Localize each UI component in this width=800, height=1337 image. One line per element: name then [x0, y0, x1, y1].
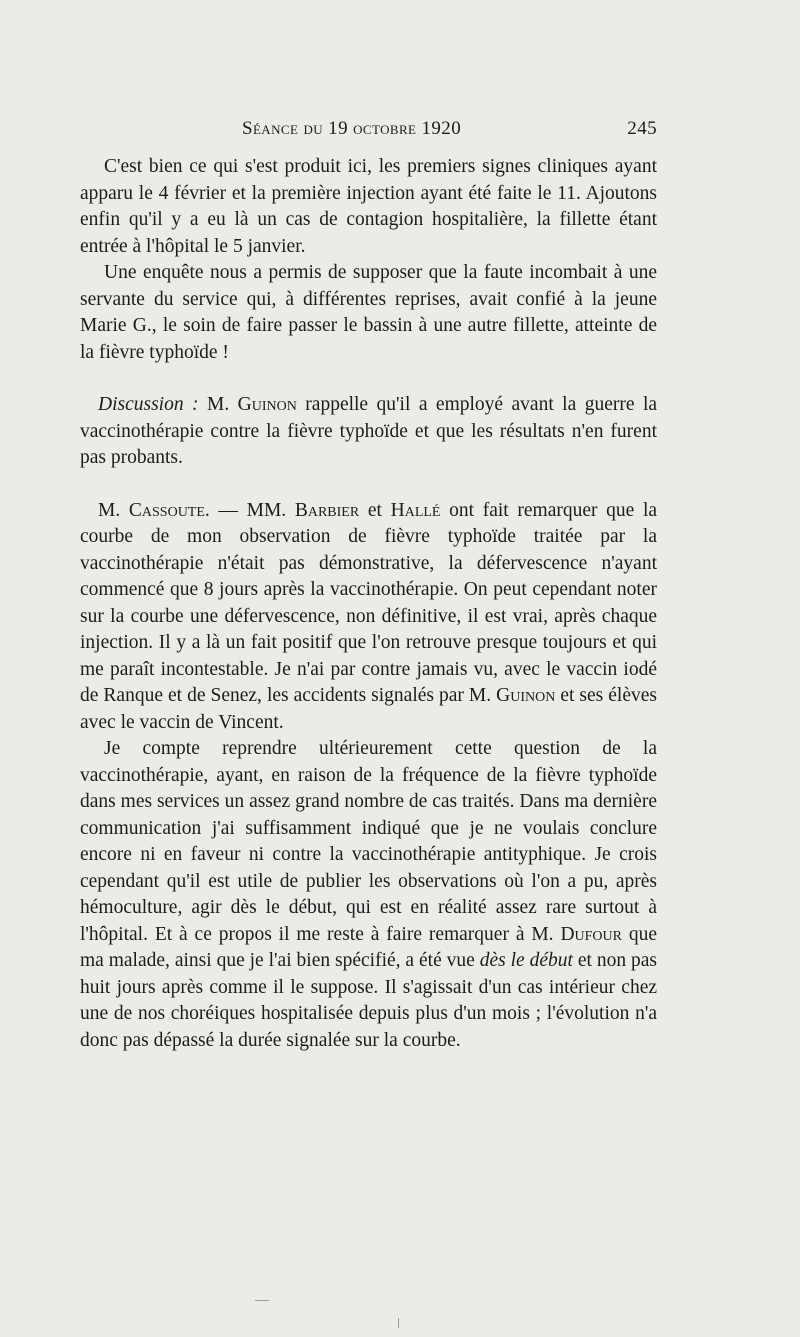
p5-text-a: Je compte reprendre ultérieurement cette question de la vaccinothérapie, ayant, en raison de la fréquence de la fièvre typhoïde dans mes services un assez grand nombre de cas traités. Dans ma dernière communication j'ai suffisamment indiqué que je ne voulais conclure encore ni en faveur ni contre la vaccinothérapie antityphique. Je crois cependant qu'il est utile de publier les observations où l'on a pu, après hémoculture, agir dès le début, qui est en réalité assez rare surtout à l'hôpital. Et à ce propos il me reste à faire remarquer à M.: [80, 738, 657, 945]
running-header: [80, 118, 657, 148]
header-title: Séance du 19 octobre 1920: [242, 118, 462, 139]
name-dufour: Dufour: [560, 923, 622, 945]
scan-mark: [255, 1300, 269, 1301]
paragraph-discussion: [80, 392, 657, 472]
p5-text-b: que ma malade, ainsi que je l'ai bien spécifié, a été vue: [80, 923, 658, 971]
scan-mark: [398, 1318, 399, 1328]
name-barbier: Barbier: [294, 499, 360, 521]
speaker-name: Guinon: [237, 394, 297, 415]
paragraph-5: [80, 736, 657, 1054]
name-halle: Hallé: [390, 499, 441, 521]
body-text: [80, 154, 657, 1054]
paragraph-cassoute: [80, 498, 657, 737]
p5-italic: dès le début: [479, 950, 573, 971]
page-number: 245: [627, 118, 657, 139]
speaker-title: M.: [98, 499, 121, 521]
cassoute-text-b: et ses élèves avec le vaccin de Vincent.: [80, 685, 657, 733]
speaker-name: Cassoute.: [128, 499, 210, 521]
discussion-label: Discussion :: [98, 394, 199, 415]
paragraph-1: C'est bien ce qui s'est produit ici, les premiers signes cliniques ayant apparu le 4 février et la première injection ayant été faite le 11. Ajoutons enfin qu'il y a eu là un cas de contagion hospitalière, la fillette étant entrée à l'hôpital le 5 janvier.: [80, 156, 657, 257]
discussion-text: rappelle qu'il a employé avant la guerre la vaccinothérapie contre la fièvre typhoïde et que les résultats n'en furent pas probants.: [80, 394, 658, 468]
speaker-title: M.: [206, 394, 230, 415]
name-guinon: Guinon: [496, 685, 556, 706]
dash-text: — MM.: [218, 499, 287, 521]
cassoute-text-a: ont fait remarquer que la courbe de mon observation de fièvre typhoïde traitée par la vaccinothérapie n'était pas démonstrative, la défervescence n'ayant commencé que 8 jours après la vaccinothérapie. On peut cependant noter sur la courbe une défervescence, non définitive, il est vrai, après chaque injection. Il y a là un fait positif que l'on retrouve presque toujours et qui me paraît incontestable. Je n'ai par contre jamais vu, avec le vaccin iodé de Ranque et de Senez, les accidents signalés par M.: [80, 499, 658, 706]
paragraph-2: Une enquête nous a permis de supposer que la faute incombait à une servante du service qui, à différentes reprises, avait confié à la jeune Marie G., le soin de faire passer le bassin à une autre fillette, atteinte de la fièvre typhoïde !: [80, 262, 657, 363]
p5-text-c: et non pas huit jours après comme il le suppose. Il s'agissait d'un cas intérieur chez une de nos choréiques hospitalisée depuis plus d'un mois ; l'évolution n'a donc pas dépassé la durée signalée sur la courbe.: [80, 950, 658, 1051]
conjunction: et: [367, 499, 382, 521]
